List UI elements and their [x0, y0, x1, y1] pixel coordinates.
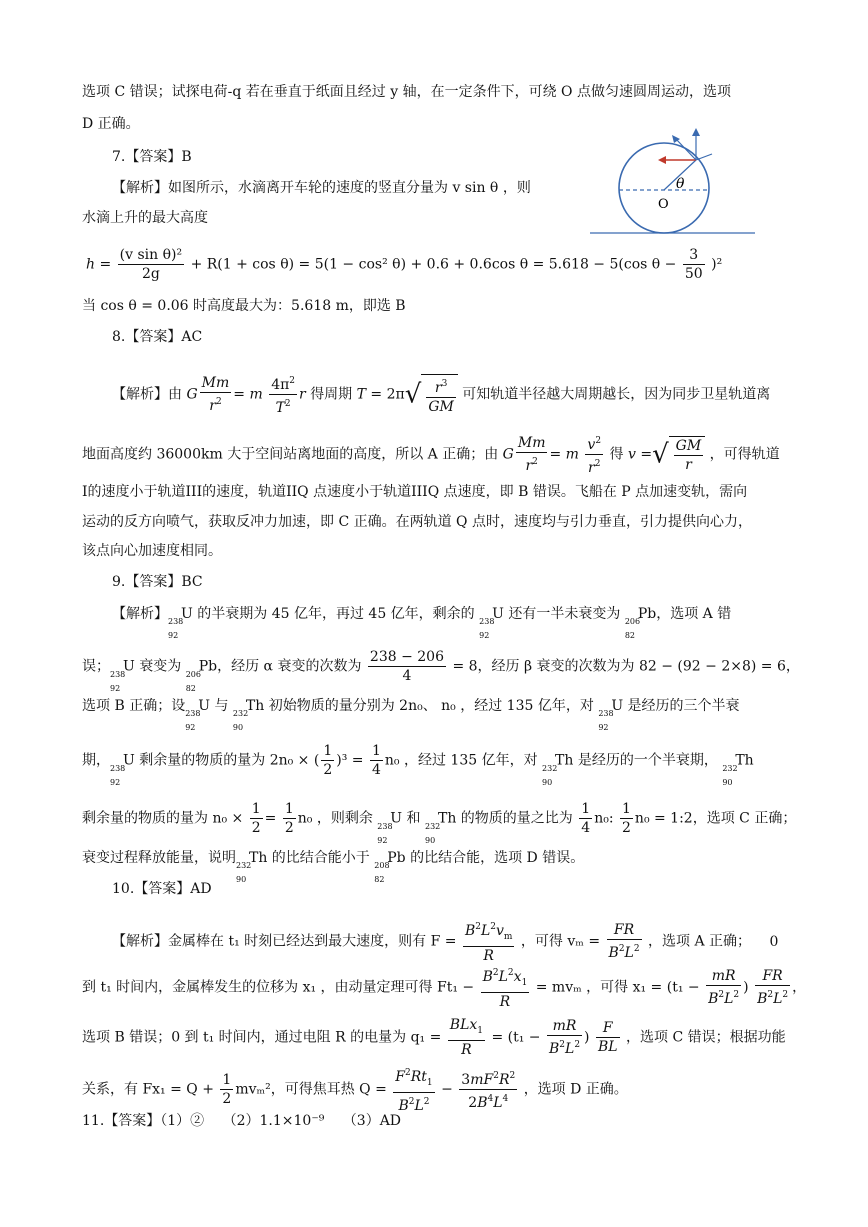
- text-part: U 还有一半未衰变为: [492, 606, 621, 622]
- answer-8: 8.【答案】AC: [112, 329, 203, 345]
- text-line: 该点向心加速度相同。: [82, 543, 222, 559]
- formula-7: [86, 246, 722, 283]
- text-part: 到 t₁ 时间内，金属棒发生的位移为 x₁ ，由动量定理可得 Ft₁ −: [82, 979, 475, 996]
- answer-11: 11.【答案】（1）② （2）1.1×10⁻⁹ （3）AD: [82, 1113, 402, 1129]
- formula-part: )²: [711, 256, 723, 273]
- text-part: U 与: [198, 698, 229, 714]
- text-part: ，: [792, 979, 807, 996]
- text-part: = 8，经历 β 衰变的次数为为 82 − (92 − 2×8) = 6，: [452, 658, 800, 675]
- text-part: mvₘ²，可得焦耳热 Q =: [235, 1081, 387, 1098]
- text-part: )³ =: [336, 752, 364, 769]
- answer-10: 10.【答案】AD: [112, 881, 212, 897]
- formula-8a: 【解析】由 G $\frac{Mm}{r^2}$ = m $\frac{4\pi^2}{T^2}$ r 得周期 T = 2π√ $\frac{r^3}{GM}$ 可知轨道半径越大周期越长，因为同步卫星轨道离: [112, 372, 770, 417]
- fraction: [368, 648, 446, 685]
- text-part: 得周期: [310, 386, 353, 403]
- denominator: 4: [402, 668, 412, 684]
- text-line-9b: 误； 238 92 U 衰变为 206 82 Pb，经历 α 衰变的次数为 $\frac{238 - 206}{4}$ = 8，经历 β 衰变的次数为为 82 − (92 − 2×8) = 6，: [82, 649, 800, 693]
- text-part: 0: [769, 933, 779, 950]
- text-part: ，选项 A 正确；: [648, 933, 752, 950]
- text-part: ，选项 D 正确。: [523, 1081, 628, 1098]
- text-part: U 衰变为: [123, 658, 182, 675]
- text-part: 剩余量的物质的量为 n₀ ×: [82, 810, 244, 827]
- text-part: −: [441, 1081, 453, 1098]
- denominator: 2g: [141, 266, 160, 282]
- text-part: U 剩余量的物质的量为 2n₀ × (: [123, 752, 320, 769]
- text-line-9e: 剩余量的物质的量为 n₀ × $\frac{1}{2}$ = $\frac{1}{2}$ n₀ ，则剩余 238 92 U 和 232 90 Th 的物质的量之比为 $\frac{1}{4}$ n₀: $\frac{1}{2}$ n₀ = 1:2，选项 C 正确；: [82, 801, 797, 845]
- text-part: 误；: [82, 658, 110, 675]
- fraction: [683, 246, 705, 283]
- text-part: 关系，有 Fx₁ = Q +: [82, 1081, 214, 1098]
- text-part: 【解析】金属棒在 t₁ 时刻已经达到最大速度，则有 F =: [112, 933, 457, 950]
- answer-9: 9.【答案】BC: [112, 574, 203, 590]
- text-line-9f: 衰变过程释放能量，说明 232 90 Th 的比结合能小于 208 82 Pb 的比结合能，选项 D 错误。: [82, 850, 585, 884]
- text-line: 运动的反方向喷气，获取反冲力加速，即 C 正确。在两轨道 Q 点时，速度均与引力垂直，引力提供向心力，: [82, 514, 752, 530]
- center-label: O: [658, 197, 669, 212]
- text-part: ，选项 C 错误；根据功能: [626, 1029, 786, 1046]
- text-part: U 的半衰期为 45 亿年，再过 45 亿年，剩余的: [181, 606, 475, 622]
- text-part: 地面高度约 36000km 大于空间站离地面的高度，所以 A 正确；由: [82, 446, 499, 463]
- text-part: ，可得 vₘ =: [520, 933, 601, 950]
- text-part: = mvₘ ，可得 x₁ = (t₁ −: [535, 979, 700, 996]
- text-part: 【解析】: [112, 606, 168, 622]
- wheel-figure: [590, 126, 760, 238]
- text-part: 选项 B 正确；设: [82, 698, 186, 714]
- text-part: Pb，经历 α 衰变的次数为: [198, 658, 362, 675]
- text-line: 选项 C 错误；试探电荷-q 若在垂直于纸面且经过 y 轴，在一定条件下，可绕 O 点做匀速圆周运动，选项: [82, 84, 731, 100]
- text-line: D 正确。: [82, 116, 140, 132]
- text-part: 得: [609, 446, 624, 463]
- denominator: 50: [684, 266, 703, 282]
- text-part: 可知轨道半径越大周期越长，因为同步卫星轨道离: [462, 386, 771, 403]
- text-part: 【解析】由: [112, 386, 182, 403]
- text-part: ，可得轨道: [709, 446, 780, 463]
- text-part: Th 是经历的一个半衰期，: [555, 752, 718, 769]
- text-part: n₀ ，经过 135 亿年，对: [384, 752, 538, 769]
- text-part: Pb，选项 A 错: [637, 606, 732, 622]
- text-part: ): [584, 1029, 590, 1046]
- formula-8b: 地面高度约 36000km 大于空间站离地面的高度，所以 A 正确；由 G $\frac{Mm}{r^2}$ = m $\frac{v^2}{r^2}$ 得 v =√ $\frac{GM}{r}$ ，可得轨道: [82, 432, 780, 477]
- text-part: Th 初始物质的量分别为 2n₀、 n₀ ，经过 135 亿年，对: [245, 698, 594, 714]
- text-part: Th 的物质的量之比为: [438, 810, 573, 827]
- formula-part: h =: [86, 256, 112, 273]
- text-part: n₀ = 1:2，选项 C 正确；: [634, 810, 797, 827]
- formula-part: + R(1 + cos θ) = 5(1 − cos² θ) + 0.6 + 0.6cos θ = 5.618 − 5(cos θ −: [190, 256, 677, 273]
- text-part: Th 的比结合能小于: [249, 850, 370, 866]
- text-part: 选项 B 错误；0 到 t₁ 时间内，通过电阻 R 的电量为 q₁ =: [82, 1029, 442, 1046]
- text-line-9a: 【解析】 238 92 U 的半衰期为 45 亿年，再过 45 亿年，剩余的 238 92 U 还有一半未衰变为 206 82 Pb，选项 A 错: [112, 606, 732, 640]
- theta-label: θ: [676, 176, 685, 192]
- text-part: Th: [735, 752, 754, 769]
- text-line-10c: 选项 B 错误；0 到 t₁ 时间内，通过电阻 R 的电量为 q₁ = $\frac{BLx_1}{R}$ = (t₁ − $\frac{mR}{B^2L^2}$ ) $\frac{F}{BL}$ ，选项 C 错误；根据功能: [82, 1017, 786, 1058]
- text-line: 水滴上升的最大高度: [82, 210, 208, 226]
- text-line-9c: 选项 B 正确；设 238 92 U 与 232 90 Th 初始物质的量分别为 2n₀、 n₀ ，经过 135 亿年，对 238 92 U 是经历的三个半衰: [82, 698, 740, 732]
- numerator: (v sin θ)²: [119, 247, 183, 263]
- text-line: 【解析】如图所示，水滴离开车轮的速度的竖直分量为 v sin θ ，则: [112, 180, 531, 196]
- fraction: [118, 246, 184, 283]
- text-line-10a: 【解析】金属棒在 t₁ 时刻已经达到最大速度，则有 F = $\frac{B^2L^2v_m}{R}$ ，可得 vₘ = $\frac{FR}{B^2L^2}$ ，选项 A 正确； 0: [112, 918, 778, 965]
- text-line-10b: 到 t₁ 时间内，金属棒发生的位移为 x₁ ，由动量定理可得 Ft₁ − $\frac{B^2L^2x_1}{R}$ = mvₘ ，可得 x₁ = (t₁ − $\frac{mR}{B^2L^2}$ ) $\frac{FR}{B^2L^2}$ ，: [82, 964, 806, 1011]
- text-part: n₀ ，则剩余: [297, 810, 373, 827]
- numerator: 238 − 206: [369, 649, 444, 665]
- text-line: I的速度小于轨道III的速度，轨道IIQ 点速度小于轨道IIIQ 点速度，即 B 错误。飞船在 P 点加速变轨，需向: [82, 484, 748, 500]
- text-part: =: [264, 810, 277, 827]
- text-part: ): [743, 979, 749, 996]
- text-line: 当 cos θ = 0.06 时高度最大为：5.618 m，即选 B: [82, 298, 406, 314]
- text-part: 衰变过程释放能量，说明: [82, 850, 236, 866]
- text-part: Pb 的比结合能，选项 D 错误。: [387, 850, 585, 866]
- text-line-10d: 关系，有 Fx₁ = Q + $\frac{1}{2}$ mvₘ²，可得焦耳热 Q = $\frac{F^2Rt_1}{B^2L^2}$ − $\frac{3mF^2R^2}{2B^4L^4}$ ，选项 D 正确。: [82, 1064, 628, 1115]
- answer-7: 7.【答案】B: [112, 149, 192, 165]
- text-part: 期，: [82, 752, 110, 769]
- text-line-9d: 期， 238 92 U 剩余量的物质的量为 2n₀ × ( $\frac{1}{2}$ )³ = $\frac{1}{4}$ n₀ ，经过 135 亿年，对 232 90 Th 是经历的一个半衰期， 232 90 Th: [82, 743, 754, 787]
- text-part: n₀:: [594, 810, 614, 827]
- text-part: U 和: [390, 810, 421, 827]
- text-part: = (t₁ −: [491, 1029, 541, 1046]
- text-part: U 是经历的三个半衰: [611, 698, 740, 714]
- numerator: 3: [683, 246, 705, 265]
